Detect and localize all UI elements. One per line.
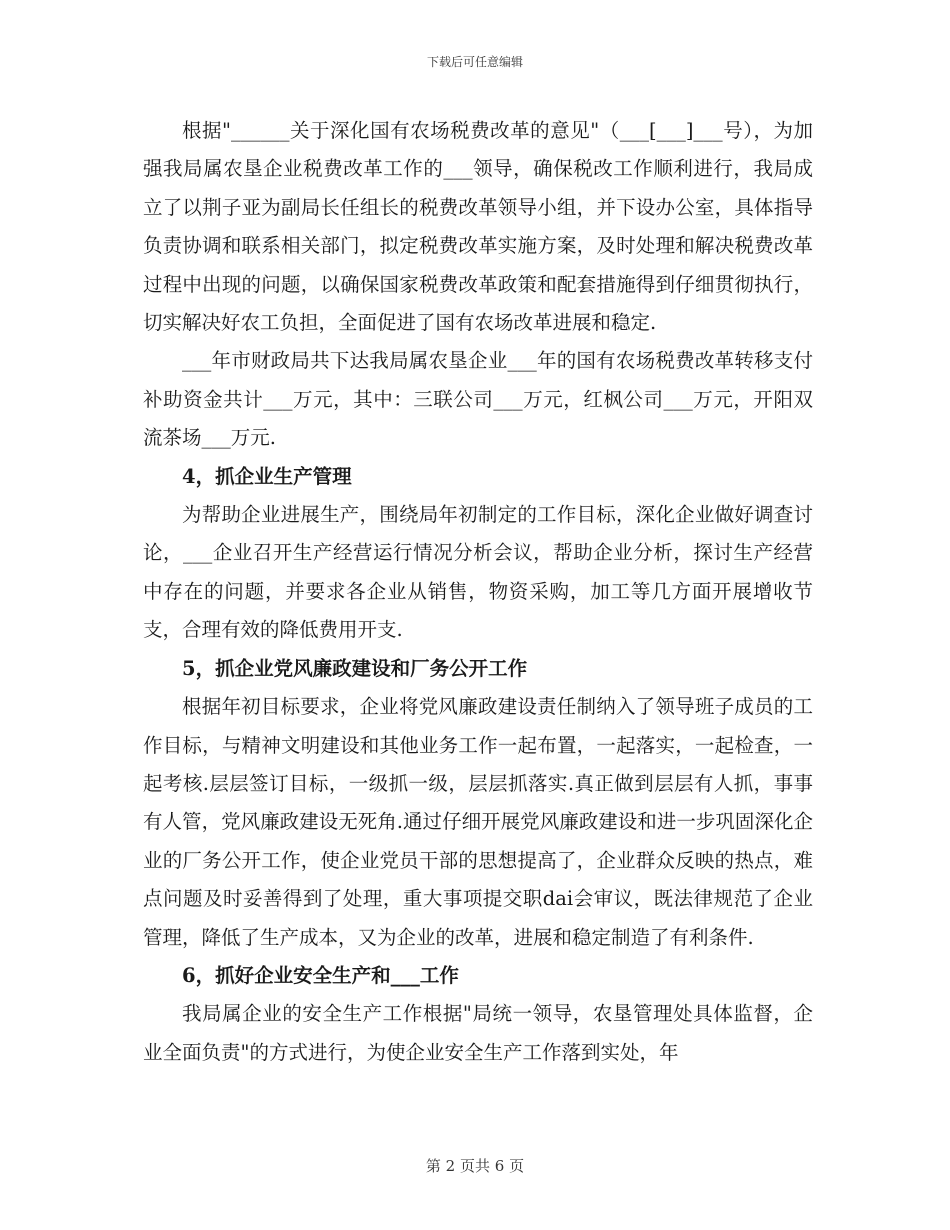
heading-safety-production: 6，抓好企业安全生产和___工作 (182, 963, 459, 987)
paragraph-subsidy-funds: ___年市财政局共下达我局属农垦企业___年的国有农场税费改革转移支付补助资金共计___万元，其中：三联公司___万元，红枫公司___万元，开阳双流茶场___万元. (143, 349, 813, 450)
page-footer: 第 2 页共 6 页 (425, 1157, 525, 1175)
paragraph-party-conduct: 根据年初目标要求，企业将党风廉政建设责任制纳入了领导班子成员的工作目标，与精神文明建设和其他业务工作一起布置，一起落实，一起检查，一起考核.层层签订目标，一级抓一级，层层抓落实.真正做到层层有人抓，事事有人管，党风廉政建设无死角.通过仔细开展党风廉政建设和进一步巩固深化企业的厂务公开工作，使企业党员干部的思想提高了，企业群众反映的热点，难点问题及时妥善得到了处理，重大事项提交职dai会审议，既法律规范了企业管理，降低了生产成本，又为企业的改革，进展和稳定制造了有利条件. (143, 695, 813, 949)
heading-production-management: 4，抓企业生产管理 (182, 464, 352, 488)
document-body (143, 112, 813, 1072)
heading-party-conduct: 5，抓企业党风廉政建设和厂务公开工作 (182, 656, 528, 680)
paragraph-tax-reform: 根据"______关于深化国有农场税费改革的意见"（___[___]___号），为加强我局属农垦企业税费改革工作的___领导，确保税改工作顺利进行，我局成立了以荆子亚为副局长任组长的税费改革领导小组，并下设办公室，具体指导负责协调和联系相关部门，拟定税费改革实施方案，及时处理和解决税费改革过程中出现的问题，以确保国家税费改革政策和配套措施得到仔细贯彻执行，切实解决好农工负担，全面促进了国有农场改革进展和稳定. (143, 119, 813, 335)
paragraph-production-management: 为帮助企业进展生产，围绕局年初制定的工作目标，深化企业做好调查讨论，___企业召开生产经营运行情况分析会议，帮助企业分析，探讨生产经营中存在的问题，并要求各企业从销售，物资采购，加工等几方面开展增收节支，合理有效的降低费用开支. (143, 503, 813, 642)
page-header: 下载后可任意编辑 (426, 55, 523, 69)
paragraph-safety-production: 我局属企业的安全生产工作根据"局统一领导，农垦管理处具体监督，企业全面负责"的方式进行，为使企业安全生产工作落到实处，年 (143, 1002, 813, 1064)
